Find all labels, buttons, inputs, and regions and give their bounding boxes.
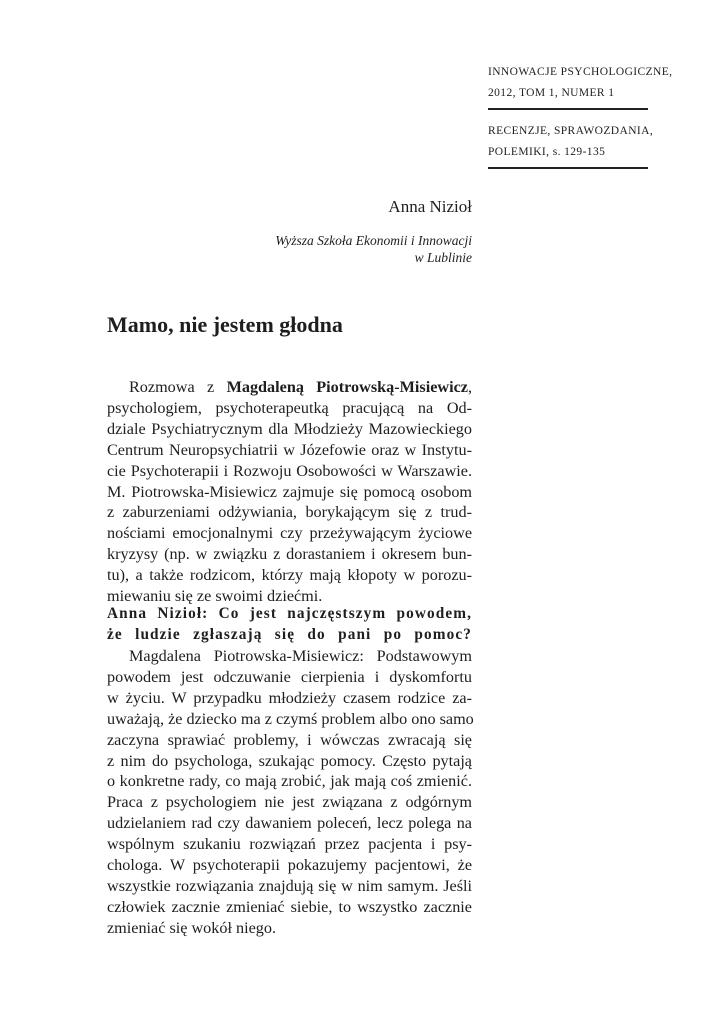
answer-line: uważają, że dziecko ma z czymś problem albo ono samo bbox=[107, 709, 474, 728]
intro-line: dziale Psychiatrycznym dla Młodzieży Mazowieckiego bbox=[107, 419, 472, 438]
article-title: Mamo, nie jestem głodna bbox=[107, 312, 343, 337]
answer-line: wszystkie rozwiązania znajdują się w nim samym. Jeśli bbox=[107, 876, 472, 895]
journal-info bbox=[488, 62, 673, 110]
answer-line: z nim do psychologa, szukając pomocy. Często pytają bbox=[107, 751, 472, 770]
intro-line: cie Psychoterapii i Rozwoju Osobowości w Warszawie. bbox=[107, 461, 472, 480]
intro-line: miewaniu się ze swoimi dziećmi. bbox=[107, 587, 323, 606]
section-pages: POLEMIKI, s. 129-135 bbox=[488, 146, 606, 158]
answer-line: w życiu. W przypadku młodzieży czasem rodzice za- bbox=[107, 688, 472, 707]
author-name: Anna Nizioł bbox=[388, 197, 472, 216]
answer-line: Magdalena Piotrowska-Misiewicz: Podstawowym bbox=[129, 647, 472, 665]
author-affiliation bbox=[275, 232, 472, 266]
intro-line: Centrum Neuropsychiatrii w Józefowie oraz w Instytu- bbox=[107, 440, 472, 459]
intro-comma: , bbox=[467, 378, 472, 396]
affiliation-line: Wyższa Szkoła Ekonomii i Innowacji bbox=[275, 233, 472, 248]
intro-paragraph bbox=[107, 377, 472, 607]
journal-header bbox=[488, 62, 673, 180]
question-line: że ludzie zgłaszają się do pani po pomoc? bbox=[107, 625, 472, 643]
intro-line: M. Piotrowska-Misiewicz zajmuje się pomocą osobom bbox=[107, 482, 472, 501]
intro-lead: Rozmowa z bbox=[129, 378, 227, 396]
answer-line: o konkretne rady, co mają zrobić, jak mają coś zmienić. bbox=[107, 772, 472, 791]
answer-line: powodem jest odczuwanie cierpienia i dyskomfortu bbox=[107, 667, 472, 686]
answer-line: udzielaniem rad czy dawaniem poleceń, lecz polega na bbox=[107, 814, 472, 833]
journal-issue: 2012, TOM 1, NUMER 1 bbox=[488, 87, 615, 99]
journal-name: INNOWACJE PSYCHOLOGICZNE, bbox=[488, 66, 673, 78]
answer-line: Praca z psychologiem nie jest związana z odgórnym bbox=[107, 793, 472, 812]
intro-line: z zaburzeniami odżywiania, borykającym się z trud- bbox=[107, 503, 472, 522]
intro-line: nościami emocjonalnymi czy przeżywającym życiowe bbox=[107, 524, 472, 543]
interview-question bbox=[107, 604, 472, 645]
question-line: Anna Nizioł: Co jest najczęstszym powodem, bbox=[107, 605, 472, 622]
intro-line: tu), a także rodzicom, którzy mają kłopoty w porozu- bbox=[107, 566, 472, 585]
intro-line: psychologiem, psychoterapeutką pracującą na Od- bbox=[107, 398, 472, 417]
interviewee-name: Magdaleną Piotrowską-Misiewicz bbox=[226, 378, 468, 396]
answer-line: zmieniać się wokół niego. bbox=[107, 918, 277, 937]
journal-section bbox=[488, 121, 654, 169]
answer-line: wspólnym szukaniu rozwiązań przez pacjenta i psy- bbox=[107, 835, 472, 854]
affiliation-line: w Lublinie bbox=[414, 250, 472, 265]
interview-answer bbox=[107, 646, 472, 939]
answer-line: chologa. W psychoterapii pokazujemy pacjentowi, że bbox=[107, 856, 472, 875]
intro-line: kryzysy (np. w związku z dorastaniem i okresem bun- bbox=[107, 545, 472, 564]
intro-first-line bbox=[107, 377, 472, 398]
section-name: RECENZJE, SPRAWOZDANIA, bbox=[488, 125, 654, 137]
answer-line: człowiek zacznie zmieniać siebie, to wszystko zacznie bbox=[107, 897, 472, 916]
answer-line: zaczyna sprawiać problemy, i wówczas zwracają się bbox=[107, 730, 472, 749]
